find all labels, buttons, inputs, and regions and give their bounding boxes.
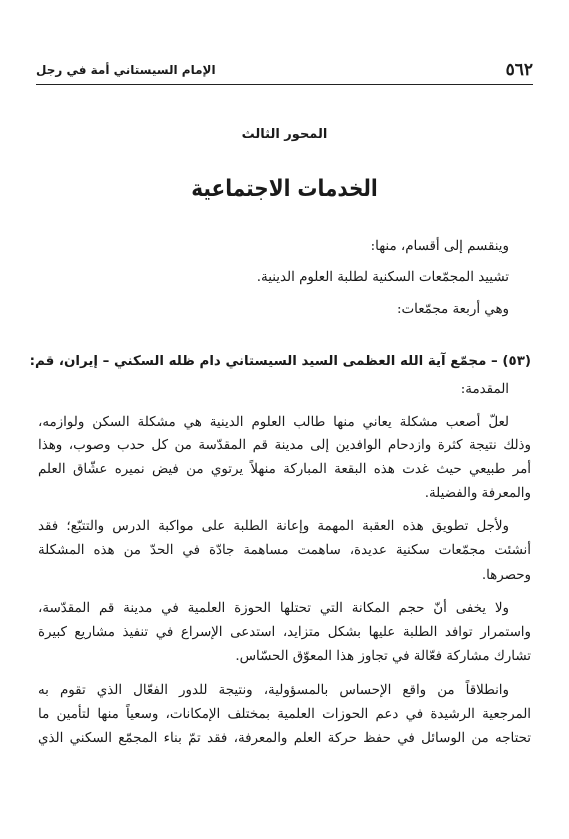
item-heading: (٥٣) – مجمّع آية الله العظمى السيد السيستاني دام ظله السكني – إيران، قم: (29, 354, 531, 369)
paragraph-line: وحصرها. (481, 568, 531, 583)
paragraph-line: وانطلاقاً من واقع الإحساس بالمسؤولية، ونتيجة للدور الفعّال الذي تقوم به (38, 683, 509, 698)
paragraph-line: تشارك مشاركة فعّالة في تجاوز هذا المعوّق الحسّاس. (235, 649, 531, 664)
paragraph-line: لعلّ أصعب مشكلة يعاني منها طالب العلوم الدينية هي مشكلة السكن ولوازمه، (38, 415, 509, 430)
paragraph-line: أنشئت مجمّعات سكنية عديدة، ساهمت مساهمة جادّة في الحدّ من هذه المشكلة (38, 543, 531, 558)
intro-line: وينقسم إلى أقسام، منها: (370, 239, 509, 254)
paragraph-line: أمر طبيعي حيث غدت هذه البقعة المباركة منهلاً يرتوي من فيض نميره عشّاق العلم (38, 462, 531, 477)
paragraph-line: المرجعية الرشيدة في دعم الحوزات العلمية بمختلف الإمكانات، وسعياً منها لتأمين ما (38, 707, 531, 722)
paragraph-line: وذلك نتيجة كثرة وازدحام الوافدين إلى مدينة قم المقدّسة من كل حدب وصوب، وهذا (38, 438, 531, 453)
paragraph-line: واستمرار توافد الطلبة عليها بشكل متزايد، استدعى الإسراع في تنفيذ مشاريع كبيرة (38, 625, 531, 640)
running-title: الإمام السيستاني أمة في رجل (36, 63, 216, 77)
paragraph-line: ولا يخفى أنّ حجم المكانة التي تحتلها الحوزة العلمية في مدينة قم المقدّسة، (38, 601, 509, 616)
intro-line: وهي أربعة مجمّعات: (397, 302, 509, 317)
paragraph-line: تحتاجه من الوسائل في حفظ حركة العلم والمعرفة، فقد تمّ بناء المجمّع السكني الذي (38, 731, 531, 746)
paragraph-line: والمعرفة والفضيلة. (424, 486, 531, 501)
intro-label: المقدمة: (460, 382, 509, 397)
paragraph-line: ولأجل تطويق هذه العقبة المهمة وإعانة الطلبة على مواكبة الدرس والتتبّع؛ فقد (38, 519, 509, 534)
header-rule (36, 84, 533, 85)
chapter-title (0, 176, 569, 200)
intro-line: تشييد المجمّعات السكنية لطلبة العلوم الدينية. (256, 270, 509, 285)
page-number: ٥٦٢ (505, 60, 533, 80)
chapter-title-text: الخدمات الاجتماعية (191, 174, 378, 202)
section-label: المحور الثالث (241, 127, 328, 142)
page-header (36, 60, 533, 82)
